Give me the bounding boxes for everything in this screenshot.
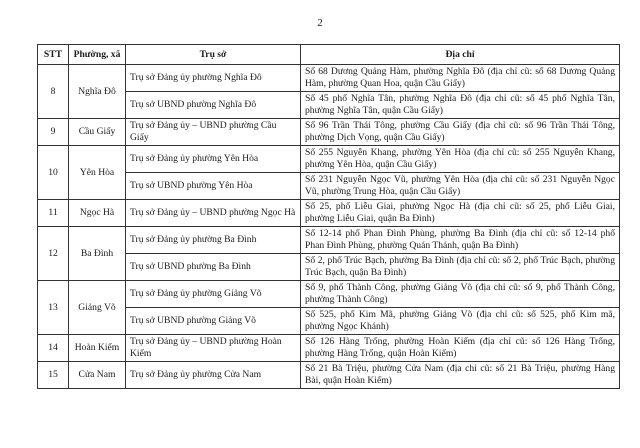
office-cell: Trụ sở Đảng ủy – UBND phường Hoàn Kiếm: [126, 335, 301, 362]
office-cell: Trụ sở Đảng ủy – UBND phường Cầu Giấy: [126, 119, 301, 146]
office-cell: Trụ sở Đảng ủy phường Cửa Nam: [126, 362, 301, 389]
address-cell: Số 12-14 phố Phan Đình Phùng, phường Ba Đình (địa chỉ cũ: số 12-14 phố Phan Đình Phùng, phường Quán Thánh, quận Ba Đình): [301, 227, 620, 254]
table-row: [38, 200, 620, 227]
header-stt: STT: [38, 45, 69, 65]
page-number: 2: [317, 17, 323, 29]
ward-cell: Hoàn Kiếm: [69, 335, 126, 362]
header-row: [38, 45, 620, 65]
table-row: [38, 254, 620, 281]
table-body: [38, 65, 620, 389]
stt-cell: 12: [38, 227, 69, 281]
ward-cell: Giảng Võ: [69, 281, 126, 335]
stt-cell: 14: [38, 335, 69, 362]
table-row: [38, 173, 620, 200]
address-cell: Số 525, phố Kim Mã, phường Giảng Võ (địa chỉ cũ: số 525, phố Kim mã, phường Ngọc Khánh): [301, 308, 620, 335]
address-cell: Số 21 Bà Triệu, phường Cửa Nam (địa chỉ cũ: số 21 Bà Triệu, phường Hàng Bài, quận Hoàn Kiếm): [301, 362, 620, 389]
header-office: Trụ sở: [126, 45, 301, 65]
table-row: [38, 308, 620, 335]
address-cell: Số 126 Hàng Trống, phường Hoàn Kiếm (địa chỉ cũ: số 126 Hàng Trống, phường Hàng Trống, quận Hoàn Kiếm): [301, 335, 620, 362]
office-cell: Trụ sở UBND phường Ba Đình: [126, 254, 301, 281]
table-row: [38, 227, 620, 254]
stt-cell: 8: [38, 65, 69, 119]
ward-cell: Ba Đình: [69, 227, 126, 281]
stt-cell: 11: [38, 200, 69, 227]
address-cell: Số 9, phố Thành Công, phường Giảng Võ (địa chỉ cũ: số 9, phố Thành Công, phường Thành Công): [301, 281, 620, 308]
table-row: [38, 362, 620, 389]
header-ward: Phường, xã: [69, 45, 126, 65]
stt-cell: 15: [38, 362, 69, 389]
table-row: [38, 146, 620, 173]
office-cell: Trụ sở Đảng ủy phường Ba Đình: [126, 227, 301, 254]
table-header: [38, 45, 620, 65]
ward-cell: Nghĩa Đô: [69, 65, 126, 119]
address-cell: Số 231 Nguyễn Ngọc Vũ, phường Yên Hòa (địa chỉ cũ: số 231 Nguyễn Ngọc Vũ, phường Trung Hòa, quận Cầu Giấy): [301, 173, 620, 200]
office-cell: Trụ sở Đảng ủy – UBND phường Ngọc Hà: [126, 200, 301, 227]
office-cell: Trụ sở Đảng ủy phường Nghĩa Đô: [126, 65, 301, 92]
table-row: [38, 335, 620, 362]
stt-cell: 9: [38, 119, 69, 146]
ward-cell: Yên Hòa: [69, 146, 126, 200]
address-cell: Số 68 Dương Quảng Hàm, phường Nghĩa Đô (địa chỉ cũ: số 68 Dương Quảng Hàm, phường Quan Hoa, quận Cầu Giấy): [301, 65, 620, 92]
table-row: [38, 281, 620, 308]
table-row: [38, 65, 620, 92]
table-row: [38, 119, 620, 146]
stt-cell: 10: [38, 146, 69, 200]
headquarters-table: [37, 44, 620, 389]
office-cell: Trụ sở Đảng ủy phường Yên Hòa: [126, 146, 301, 173]
address-cell: Số 2, phố Trúc Bạch, phường Ba Đình (địa chỉ cũ: số 2, phố Trúc Bạch, phường Trúc Bạch, quận Ba Đình): [301, 254, 620, 281]
stt-cell: 13: [38, 281, 69, 335]
address-cell: Số 96 Trần Thái Tông, phường Cầu Giấy (địa chỉ cũ: số 96 Trần Thái Tông, phường Dịch Vọng, quận Cầu Giấy): [301, 119, 620, 146]
office-cell: Trụ sở UBND phường Nghĩa Đô: [126, 92, 301, 119]
table-row: [38, 92, 620, 119]
office-cell: Trụ sở UBND phường Yên Hòa: [126, 173, 301, 200]
office-cell: Trụ sở Đảng ủy phường Giảng Võ: [126, 281, 301, 308]
address-cell: Số 255 Nguyễn Khang, phường Yên Hòa (địa chỉ cũ: số 255 Nguyễn Khang, phường Yên Hòa, quận Cầu Giấy): [301, 146, 620, 173]
ward-cell: Cửa Nam: [69, 362, 126, 389]
header-address: Địa chỉ: [301, 45, 620, 65]
address-cell: Số 45 phố Nghĩa Tân, phường Nghĩa Đô (địa chỉ cũ: số 45 phố Nghĩa Tân, phường Nghĩa Tân, quận Cầu Giấy): [301, 92, 620, 119]
ward-cell: Cầu Giấy: [69, 119, 126, 146]
address-cell: Số 25, phố Liễu Giai, phường Ngọc Hà (địa chỉ cũ: số 25, phố Liễu Giai, phường Liễu Giai, quận Ba Đình): [301, 200, 620, 227]
ward-cell: Ngọc Hà: [69, 200, 126, 227]
office-cell: Trụ sở UBND phường Giảng Võ: [126, 308, 301, 335]
